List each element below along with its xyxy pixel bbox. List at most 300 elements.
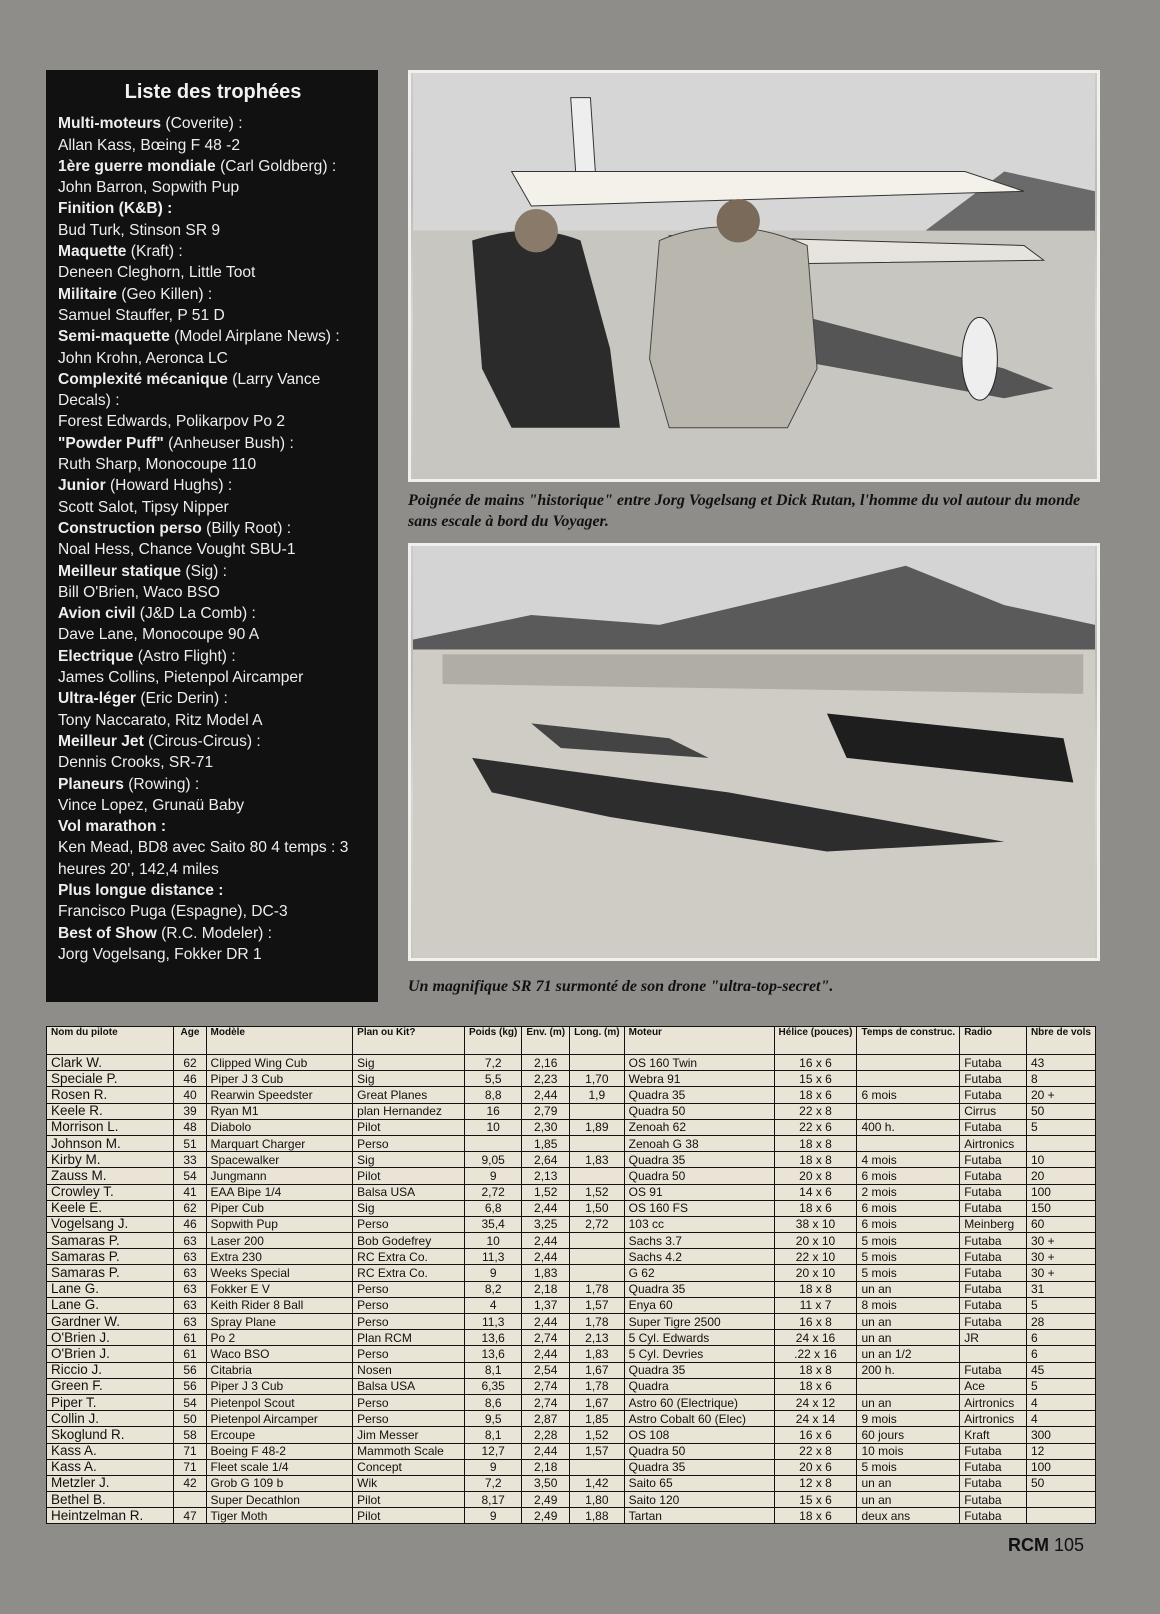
table-cell: Mammoth Scale xyxy=(353,1443,465,1459)
table-cell: 8,1 xyxy=(465,1427,522,1443)
table-cell: 150 xyxy=(1026,1200,1095,1216)
table-cell: Gardner W. xyxy=(47,1314,174,1330)
table-cell: 33 xyxy=(174,1152,206,1168)
table-row xyxy=(47,1314,1096,1330)
table-cell: Quadra 35 xyxy=(624,1362,774,1378)
trophy-sponsor: (Astro Flight) : xyxy=(133,647,236,665)
table-cell: Perso xyxy=(353,1281,465,1297)
table-cell: 63 xyxy=(174,1281,206,1297)
table-cell: Perso xyxy=(353,1411,465,1427)
photo2-caption: Un magnifique SR 71 surmonté de son drone "ultra-top-secret". xyxy=(408,978,834,995)
table-cell: OS 160 Twin xyxy=(624,1055,774,1071)
table-cell: Quadra 35 xyxy=(624,1281,774,1297)
table-cell: 14 x 6 xyxy=(774,1184,857,1200)
table-cell xyxy=(857,1055,960,1071)
table-cell: Futaba xyxy=(960,1184,1027,1200)
table-cell: 6 mois xyxy=(857,1200,960,1216)
table-cell: 45 xyxy=(1026,1362,1095,1378)
table-cell: 47 xyxy=(174,1508,206,1524)
trophy-item xyxy=(58,241,368,284)
trophy-winner: Ruth Sharp, Monocoupe 110 xyxy=(58,456,257,474)
table-cell: 5 mois xyxy=(857,1249,960,1265)
table-cell: Zenoah 62 xyxy=(624,1119,774,1135)
page-footer xyxy=(1008,1535,1084,1556)
table-cell: 9 xyxy=(465,1168,522,1184)
table-cell: Saito 120 xyxy=(624,1492,774,1508)
table-cell: 9,5 xyxy=(465,1411,522,1427)
table-cell: Futaba xyxy=(960,1168,1027,1184)
table-cell: 22 x 8 xyxy=(774,1443,857,1459)
table-cell: 1,78 xyxy=(570,1281,625,1297)
table-cell: OS 91 xyxy=(624,1184,774,1200)
table-cell: Futaba xyxy=(960,1475,1027,1491)
table-cell: 4 xyxy=(465,1297,522,1313)
table-cell: 54 xyxy=(174,1394,206,1410)
table-cell: 16 xyxy=(465,1103,522,1119)
trophy-sponsor: (Coverite) : xyxy=(161,115,243,133)
table-cell: Bob Godefrey xyxy=(353,1233,465,1249)
table-cell: 100 xyxy=(1026,1459,1095,1475)
table-cell: Ercoupe xyxy=(206,1427,353,1443)
table-cell: 9 mois xyxy=(857,1411,960,1427)
table-cell: 24 x 16 xyxy=(774,1330,857,1346)
trophy-winner: Francisco Puga (Espagne), DC-3 xyxy=(58,903,288,921)
table-cell: 8 mois xyxy=(857,1297,960,1313)
table-cell: 2,74 xyxy=(522,1330,570,1346)
trophy-item xyxy=(58,816,368,880)
table-cell: Jim Messer xyxy=(353,1427,465,1443)
column-header: Nbre de vols xyxy=(1026,1027,1095,1055)
page-number: 105 xyxy=(1054,1535,1085,1555)
table-cell: Kass A. xyxy=(47,1443,174,1459)
table-cell: 63 xyxy=(174,1297,206,1313)
table-cell: 2,16 xyxy=(522,1055,570,1071)
table-cell: 20 x 10 xyxy=(774,1265,857,1281)
table-cell: Citabria xyxy=(206,1362,353,1378)
table-cell: Airtronics xyxy=(960,1394,1027,1410)
table-cell: 63 xyxy=(174,1233,206,1249)
table-cell: 2,44 xyxy=(522,1346,570,1362)
trophy-sponsor: (J&D La Comb) : xyxy=(135,605,256,623)
table-cell: 60 xyxy=(1026,1216,1095,1232)
table-cell: Piper J 3 Cub xyxy=(206,1071,353,1087)
table-row xyxy=(47,1233,1096,1249)
table-cell: 40 xyxy=(174,1087,206,1103)
trophy-category: Best of Show xyxy=(58,924,157,942)
trophy-sponsor: (Carl Goldberg) : xyxy=(215,157,337,175)
trophy-category: Ultra-léger xyxy=(58,690,136,708)
table-cell: Sachs 3.7 xyxy=(624,1233,774,1249)
trophy-category: 1ère guerre mondiale xyxy=(58,157,216,175)
table-cell: 18 x 8 xyxy=(774,1135,857,1151)
table-cell: Quadra xyxy=(624,1378,774,1394)
table-row xyxy=(47,1330,1096,1346)
table-cell: 1,83 xyxy=(570,1152,625,1168)
table-cell: 1,50 xyxy=(570,1200,625,1216)
trophy-winner: Scott Salot, Tipsy Nipper xyxy=(58,498,229,516)
table-cell: 8,2 xyxy=(465,1281,522,1297)
trophy-sponsor: (Sig) : xyxy=(181,562,227,580)
table-cell: 11,3 xyxy=(465,1314,522,1330)
table-cell: 6,8 xyxy=(465,1200,522,1216)
table-cell: Perso xyxy=(353,1135,465,1151)
table-cell xyxy=(174,1492,206,1508)
trophy-winner: Vince Lopez, Grunaü Baby xyxy=(58,796,245,814)
table-cell: 43 xyxy=(1026,1055,1095,1071)
table-cell: Cirrus xyxy=(960,1103,1027,1119)
table-cell: 11,3 xyxy=(465,1249,522,1265)
table-cell: 6 xyxy=(1026,1346,1095,1362)
table-cell: 18 x 8 xyxy=(774,1362,857,1378)
table-cell: OS 108 xyxy=(624,1427,774,1443)
table-cell: 5 mois xyxy=(857,1265,960,1281)
table-cell: 15 x 6 xyxy=(774,1492,857,1508)
trophy-winner: Forest Edwards, Polikarpov Po 2 xyxy=(58,413,286,431)
photo-handshake xyxy=(408,70,1100,482)
trophy-category: Electrique xyxy=(58,647,134,665)
table-cell: 30 + xyxy=(1026,1265,1095,1281)
table-cell: Quadra 50 xyxy=(624,1103,774,1119)
table-cell xyxy=(570,1459,625,1475)
trophy-category: Plus longue distance : xyxy=(58,881,224,899)
table-cell: Webra 91 xyxy=(624,1071,774,1087)
table-cell: Kirby M. xyxy=(47,1152,174,1168)
table-cell xyxy=(570,1265,625,1281)
table-cell: 50 xyxy=(1026,1103,1095,1119)
table-cell: 22 x 10 xyxy=(774,1249,857,1265)
trophy-winner: Jorg Vogelsang, Fokker DR 1 xyxy=(58,945,262,963)
table-cell xyxy=(857,1378,960,1394)
table-body xyxy=(47,1055,1096,1524)
table-cell: 13,6 xyxy=(465,1330,522,1346)
trophy-item xyxy=(58,688,368,731)
table-cell: Pilot xyxy=(353,1508,465,1524)
photo-sr71 xyxy=(408,543,1100,961)
table-cell: 9 xyxy=(465,1265,522,1281)
table-cell: 100 xyxy=(1026,1184,1095,1200)
table-cell: 54 xyxy=(174,1168,206,1184)
table-cell: Futaba xyxy=(960,1055,1027,1071)
table-cell: Ace xyxy=(960,1378,1027,1394)
table-cell: 46 xyxy=(174,1216,206,1232)
table-cell: 5 Cyl. Devries xyxy=(624,1346,774,1362)
trophy-winner: Noal Hess, Chance Vought SBU-1 xyxy=(58,541,296,559)
table-cell: 16 x 6 xyxy=(774,1055,857,1071)
table-cell: 56 xyxy=(174,1362,206,1378)
table-cell: 38 x 10 xyxy=(774,1216,857,1232)
table-cell: Astro 60 (Electrique) xyxy=(624,1394,774,1410)
table-cell: 60 jours xyxy=(857,1427,960,1443)
table-row xyxy=(47,1378,1096,1394)
table-cell: 20 x 10 xyxy=(774,1233,857,1249)
trophy-category: Finition (K&B) : xyxy=(58,200,173,218)
table-cell: 18 x 8 xyxy=(774,1152,857,1168)
trophy-category: Vol marathon : xyxy=(58,818,167,836)
table-cell: 10 xyxy=(465,1233,522,1249)
table-cell: 4 xyxy=(1026,1394,1095,1410)
table-cell: 2,23 xyxy=(522,1071,570,1087)
table-cell: Futaba xyxy=(960,1265,1027,1281)
table-cell: Kraft xyxy=(960,1427,1027,1443)
table-cell: 30 + xyxy=(1026,1233,1095,1249)
table-row xyxy=(47,1119,1096,1135)
table-cell: Rearwin Speedster xyxy=(206,1087,353,1103)
table-cell: 8,1 xyxy=(465,1362,522,1378)
trophy-sponsor: (Geo Killen) : xyxy=(116,285,213,303)
table-cell: 2 mois xyxy=(857,1184,960,1200)
trophy-category: Complexité mécanique xyxy=(58,370,228,388)
table-row xyxy=(47,1346,1096,1362)
table-cell: 200 h. xyxy=(857,1362,960,1378)
table-cell: Zenoah G 38 xyxy=(624,1135,774,1151)
table-cell: Boeing F 48-2 xyxy=(206,1443,353,1459)
table-cell: Balsa USA xyxy=(353,1378,465,1394)
trophy-sponsor: (Larry Vance Decals) : xyxy=(58,370,321,410)
table-cell: Futaba xyxy=(960,1200,1027,1216)
table-cell xyxy=(960,1346,1027,1362)
table-cell: Tartan xyxy=(624,1508,774,1524)
table-cell: 1,52 xyxy=(570,1184,625,1200)
column-header: Radio xyxy=(960,1027,1027,1055)
trophy-winner: Bud Turk, Stinson SR 9 xyxy=(58,221,221,239)
table-row xyxy=(47,1459,1096,1475)
table-cell: Zauss M. xyxy=(47,1168,174,1184)
table-cell: 1,57 xyxy=(570,1443,625,1459)
trophy-item xyxy=(58,880,368,923)
trophy-sponsor: (Circus-Circus) : xyxy=(143,732,261,750)
table-cell: Quadra 35 xyxy=(624,1152,774,1168)
table-cell: 24 x 14 xyxy=(774,1411,857,1427)
table-cell: Tiger Moth xyxy=(206,1508,353,1524)
table-row xyxy=(47,1071,1096,1087)
trophy-sponsor: (Anheuser Bush) : xyxy=(163,434,294,452)
table-cell: Extra 230 xyxy=(206,1249,353,1265)
table-cell: Fleet scale 1/4 xyxy=(206,1459,353,1475)
table-cell: 3,25 xyxy=(522,1216,570,1232)
table-cell xyxy=(570,1168,625,1184)
table-cell xyxy=(570,1055,625,1071)
table-cell: 18 x 8 xyxy=(774,1281,857,1297)
table-row xyxy=(47,1168,1096,1184)
table-row xyxy=(47,1443,1096,1459)
trophy-sponsor: (Rowing) : xyxy=(123,775,200,793)
table-cell xyxy=(570,1249,625,1265)
table-cell: 18 x 6 xyxy=(774,1087,857,1103)
table-row xyxy=(47,1103,1096,1119)
table-cell xyxy=(857,1103,960,1119)
table-cell: 2,30 xyxy=(522,1119,570,1135)
trophy-category: Multi-moteurs xyxy=(58,115,162,133)
table-row xyxy=(47,1281,1096,1297)
table-cell: Plan RCM xyxy=(353,1330,465,1346)
table-cell: Keith Rider 8 Ball xyxy=(206,1297,353,1313)
table-cell: Futaba xyxy=(960,1071,1027,1087)
table-cell: JR xyxy=(960,1330,1027,1346)
trophy-category: Maquette xyxy=(58,243,127,261)
table-cell: 8 xyxy=(1026,1071,1095,1087)
table-cell: 18 x 6 xyxy=(774,1508,857,1524)
table-cell: 10 xyxy=(1026,1152,1095,1168)
table-cell: 39 xyxy=(174,1103,206,1119)
trophy-sponsor: (Eric Derin) : xyxy=(136,690,228,708)
table-cell: 2,49 xyxy=(522,1492,570,1508)
trophy-winner: John Barron, Sopwith Pup xyxy=(58,179,240,197)
table-row xyxy=(47,1216,1096,1232)
trophy-winner: Deneen Cleghorn, Little Toot xyxy=(58,264,256,282)
table-cell: 2,28 xyxy=(522,1427,570,1443)
table-cell: Fokker E V xyxy=(206,1281,353,1297)
trophy-list-title: Liste des trophées xyxy=(124,81,302,103)
table-cell: Saito 65 xyxy=(624,1475,774,1491)
table-cell: 2,18 xyxy=(522,1281,570,1297)
table-cell: Sig xyxy=(353,1055,465,1071)
table-cell: Airtronics xyxy=(960,1411,1027,1427)
table-cell: 8,8 xyxy=(465,1087,522,1103)
trophy-item xyxy=(58,774,368,817)
table-cell: 2,79 xyxy=(522,1103,570,1119)
trophy-category: Meilleur statique xyxy=(58,562,182,580)
trophy-item xyxy=(58,156,368,199)
table-cell: 10 xyxy=(465,1119,522,1135)
table-cell: 7,2 xyxy=(465,1475,522,1491)
table-cell: 2,18 xyxy=(522,1459,570,1475)
table-cell: 24 x 12 xyxy=(774,1394,857,1410)
table-cell: Pietenpol Aircamper xyxy=(206,1411,353,1427)
table-row xyxy=(47,1427,1096,1443)
table-cell: 62 xyxy=(174,1055,206,1071)
table-cell: 51 xyxy=(174,1135,206,1151)
table-cell: Wik xyxy=(353,1475,465,1491)
table-cell: 13,6 xyxy=(465,1346,522,1362)
table-row xyxy=(47,1152,1096,1168)
table-row xyxy=(47,1135,1096,1151)
column-header: Long. (m) xyxy=(570,1027,625,1055)
column-header: Temps de construc. xyxy=(857,1027,960,1055)
table-cell: Perso xyxy=(353,1394,465,1410)
table-cell: Clipped Wing Cub xyxy=(206,1055,353,1071)
trophy-category: Junior xyxy=(58,477,106,495)
table-cell: .22 x 16 xyxy=(774,1346,857,1362)
table-cell: 48 xyxy=(174,1119,206,1135)
table-cell: 2,44 xyxy=(522,1200,570,1216)
table-cell: 63 xyxy=(174,1314,206,1330)
table-cell: 6 xyxy=(1026,1330,1095,1346)
table-cell: 18 x 6 xyxy=(774,1378,857,1394)
column-header: Modèle xyxy=(206,1027,353,1055)
table-cell: Clark W. xyxy=(47,1055,174,1071)
table-cell: 2,44 xyxy=(522,1249,570,1265)
table-cell: 6 mois xyxy=(857,1216,960,1232)
table-cell: Perso xyxy=(353,1216,465,1232)
table-cell: 1,9 xyxy=(570,1087,625,1103)
table-cell: Concept xyxy=(353,1459,465,1475)
trophy-items xyxy=(58,113,368,965)
table-cell: 1,83 xyxy=(522,1265,570,1281)
trophy-sponsor: (Kraft) : xyxy=(126,243,183,261)
table-cell: Speciale P. xyxy=(47,1071,174,1087)
table-cell: Piper Cub xyxy=(206,1200,353,1216)
table-cell: 63 xyxy=(174,1265,206,1281)
table-cell: 20 + xyxy=(1026,1087,1095,1103)
table-cell: 1,52 xyxy=(570,1427,625,1443)
trophy-winner: Tony Naccarato, Ritz Model A xyxy=(58,711,263,729)
table-cell: 16 x 6 xyxy=(774,1427,857,1443)
table-cell: 1,89 xyxy=(570,1119,625,1135)
table-cell: Quadra 50 xyxy=(624,1443,774,1459)
table-cell: Futaba xyxy=(960,1314,1027,1330)
table-cell: Futaba xyxy=(960,1119,1027,1135)
table-cell: Lane G. xyxy=(47,1297,174,1313)
table-cell: Weeks Special xyxy=(206,1265,353,1281)
table-cell: un an xyxy=(857,1394,960,1410)
column-header: Env. (m) xyxy=(522,1027,570,1055)
photo1-caption: Poignée de mains "historique" entre Jorg Vogelsang et Dick Rutan, l'homme du vol autour du monde sans escale à bord du Voyager. xyxy=(408,492,1081,530)
table-cell: Jungmann xyxy=(206,1168,353,1184)
table-cell: Balsa USA xyxy=(353,1184,465,1200)
table-cell: Meinberg xyxy=(960,1216,1027,1232)
trophy-winner: Ken Mead, BD8 avec Saito 80 4 temps : 3 heures 20', 142,4 miles xyxy=(58,839,349,878)
table-cell: un an 1/2 xyxy=(857,1346,960,1362)
table-cell: Piper J 3 Cub xyxy=(206,1378,353,1394)
table-cell: 4 xyxy=(1026,1411,1095,1427)
table-cell: 5 Cyl. Edwards xyxy=(624,1330,774,1346)
table-cell: 1,67 xyxy=(570,1362,625,1378)
table-cell: Keele R. xyxy=(47,1103,174,1119)
table-cell: 58 xyxy=(174,1427,206,1443)
table-cell: 6 mois xyxy=(857,1087,960,1103)
table-cell: 2,74 xyxy=(522,1378,570,1394)
table-cell: Sig xyxy=(353,1152,465,1168)
table-cell: 8,17 xyxy=(465,1492,522,1508)
table-cell: 2,72 xyxy=(570,1216,625,1232)
table-cell: Quadra 50 xyxy=(624,1168,774,1184)
table-cell: Keele E. xyxy=(47,1200,174,1216)
table-cell: 22 x 8 xyxy=(774,1103,857,1119)
table-cell: Quadra 35 xyxy=(624,1087,774,1103)
table-cell: 9 xyxy=(465,1459,522,1475)
table-cell: O'Brien J. xyxy=(47,1346,174,1362)
table-cell: 2,13 xyxy=(522,1168,570,1184)
table-header-row xyxy=(47,1027,1096,1055)
table-row xyxy=(47,1087,1096,1103)
table-cell: 15 x 6 xyxy=(774,1071,857,1087)
table-cell: Futaba xyxy=(960,1459,1027,1475)
trophy-winner: Samuel Stauffer, P 51 D xyxy=(58,306,225,324)
table-cell: Futaba xyxy=(960,1233,1027,1249)
table-row xyxy=(47,1492,1096,1508)
trophy-item xyxy=(58,561,368,604)
table-cell xyxy=(570,1103,625,1119)
table-row xyxy=(47,1184,1096,1200)
table-cell: 61 xyxy=(174,1330,206,1346)
trophy-winner: John Krohn, Aeronca LC xyxy=(58,349,228,367)
table-cell: Skoglund R. xyxy=(47,1427,174,1443)
table-cell: 20 xyxy=(1026,1168,1095,1184)
table-cell: Pilot xyxy=(353,1492,465,1508)
table-cell: 1,70 xyxy=(570,1071,625,1087)
table-cell: 62 xyxy=(174,1200,206,1216)
table-cell: Metzler J. xyxy=(47,1475,174,1491)
table-cell: Astro Cobalt 60 (Elec) xyxy=(624,1411,774,1427)
table-cell: 4 mois xyxy=(857,1152,960,1168)
table-cell: 30 + xyxy=(1026,1249,1095,1265)
trophy-sponsor: (Howard Hughs) : xyxy=(105,477,233,495)
table-cell: 1,67 xyxy=(570,1394,625,1410)
table-cell: Futaba xyxy=(960,1281,1027,1297)
table-cell: Lane G. xyxy=(47,1281,174,1297)
table-cell: Johnson M. xyxy=(47,1135,174,1151)
table-cell: 20 x 8 xyxy=(774,1168,857,1184)
